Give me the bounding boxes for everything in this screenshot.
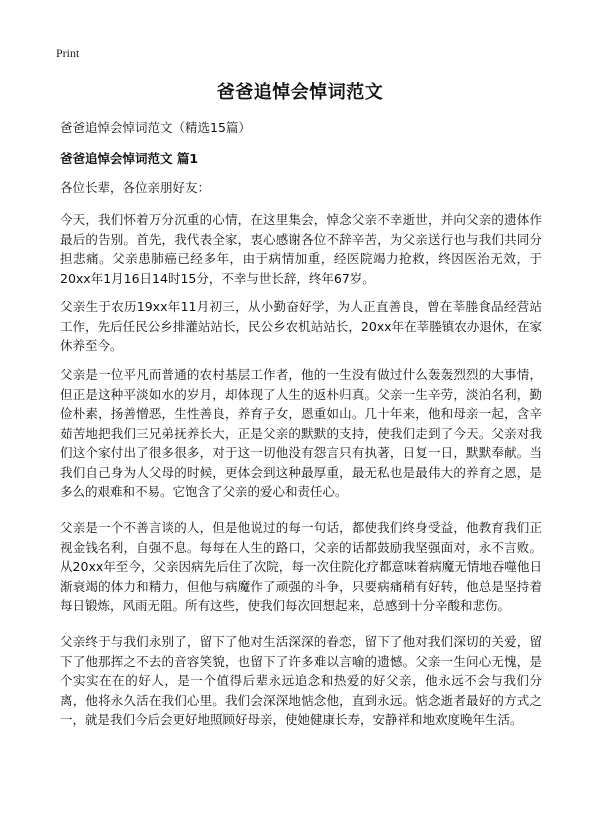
- paragraph: 父亲终于与我们永别了，留下了他对生活深深的眷恋，留下了他对我们深切的关爱，留下了他那挥之不去的音容笑貌，也留下了许多难以言喻的遗憾。父亲一生问心无愧，是个实实在在的好人，是一个值得后辈永远追念和热爱的好父亲，他永远不会与我们分离，他将永久活在我们心里。我们会深深地惦念他，直到永远。惦念逝者最好的方式之一，就是我们今后会更好地照顾好母亲，使她健康长寿，安静祥和地欢度晚年生活。: [60, 634, 542, 727]
- greeting-line: 各位长辈，各位亲朋好友：: [60, 180, 211, 195]
- paragraph: 父亲是一个不善言谈的人，但是他说过的每一句话，都使我们终身受益，他教育我们正视金钱名利，自强不息。每每在人生的路口，父亲的话都鼓励我坚强面对，永不言败。从20xx年至今，父亲因病先后住了次院，每一次住院化疗都意味着病魔无情地吞噬他日渐衰竭的体力和精力，但他与病魔作了顽强的斗争，只要病痛稍有好转，他总是坚持着每日锻炼，风雨无阻。所有这些，使我们每次回想起来，总感到十分辛酸和悲伤。: [60, 520, 542, 613]
- page-title: 爸爸追悼会悼词范文: [216, 82, 384, 103]
- section-heading: 爸爸追悼会悼词范文 篇1: [60, 151, 199, 166]
- paragraph: 父亲是一位平凡而普通的农村基层工作者，他的一生没有做过什么轰轰烈烈的大事情，但正是这种平淡如水的岁月，却体现了人生的返朴归真。父亲一生辛劳，淡泊名利，勤俭朴素，扬善憎恶，生性善良，养育子女，恩重如山。几十年来，他和母亲一起，含辛茹苦地把我们三兄弟抚养长大，正是父亲的默默的支持，使我们走到了今天。父亲对我们这个家付出了很多很多，对于这一切他没有怨言只有执著，日复一日，默默奉献。当我们自己身为人父母的时候，更体会到这种最厚重，最无私也是最伟大的养育之恩，是多么的艰难和不易。它饱含了父亲的爱心和责任心。: [60, 367, 542, 499]
- paragraph: 今天，我们怀着万分沉重的心情，在这里集会，悼念父亲不幸逝世，并向父亲的遗体作最后的告别。首先，我代表全家，衷心感谢各位不辞辛苦，为父亲送行也与我们共同分担悲痛。父亲患肺癌已经多年，由于病情加重，经医院竭力抢救，终因医治无效，于 20xx年1月16日14时15分，不幸与世长辞，终年67岁。: [60, 212, 542, 286]
- print-link[interactable]: Print: [56, 46, 80, 60]
- paragraph: 父亲生于农历19xx年11月初三，从小勤奋好学，为人正直善良，曾在莘塍食品经营站工作，先后任民公乡排灌站站长，民公乡农机站站长，20xx年在莘塍镇农办退休，在家休养至今。: [60, 299, 542, 353]
- document-subtitle: 爸爸追悼会悼词范文（精选15篇）: [60, 120, 251, 135]
